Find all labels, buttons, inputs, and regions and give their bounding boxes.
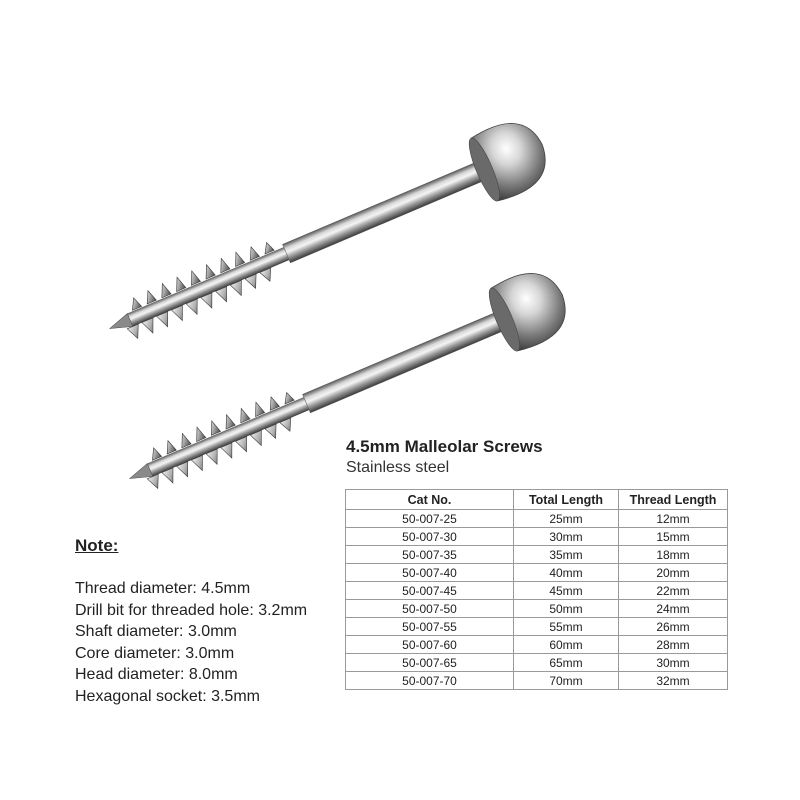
note-heading: Note:	[75, 536, 119, 555]
header-total-length: Total Length	[514, 490, 619, 510]
specifications-table	[345, 489, 728, 690]
cell-cat-no: 50-007-45	[346, 582, 514, 600]
cell-thread-length: 24mm	[619, 600, 728, 618]
cell-cat-no: 50-007-40	[346, 564, 514, 582]
table-row	[346, 672, 728, 690]
cell-total-length: 35mm	[514, 546, 619, 564]
table-row	[346, 510, 728, 528]
cell-thread-length: 32mm	[619, 672, 728, 690]
cell-total-length: 40mm	[514, 564, 619, 582]
cell-total-length: 25mm	[514, 510, 619, 528]
table-header-row	[346, 490, 728, 510]
cell-total-length: 50mm	[514, 600, 619, 618]
cell-thread-length: 15mm	[619, 528, 728, 546]
table-row	[346, 582, 728, 600]
note-item-core-diameter: Core diameter: 3.0mm	[75, 644, 235, 662]
note-list	[75, 578, 307, 707]
cell-thread-length: 28mm	[619, 636, 728, 654]
product-title: 4.5mm Malleolar Screws	[346, 437, 543, 456]
note-item-head-diameter: Head diameter: 8.0mm	[75, 666, 238, 683]
cell-cat-no: 50-007-65	[346, 654, 514, 672]
cell-total-length: 45mm	[514, 582, 619, 600]
note-item-thread-diameter: Thread diameter: 4.5mm	[75, 580, 251, 597]
cell-cat-no: 50-007-50	[346, 600, 514, 618]
table-row	[346, 528, 728, 546]
cell-cat-no: 50-007-35	[346, 546, 514, 564]
cell-cat-no: 50-007-55	[346, 618, 514, 636]
cell-thread-length: 20mm	[619, 564, 728, 582]
product-material: Stainless steel	[346, 459, 450, 476]
cell-total-length: 55mm	[514, 618, 619, 636]
cell-total-length: 30mm	[514, 528, 619, 546]
table-row	[346, 600, 728, 618]
table-row	[346, 654, 728, 672]
cell-total-length: 65mm	[514, 654, 619, 672]
cell-thread-length: 30mm	[619, 654, 728, 672]
cell-thread-length: 22mm	[619, 582, 728, 600]
table-row	[346, 618, 728, 636]
note-item-shaft-diameter: Shaft diameter: 3.0mm	[75, 623, 237, 640]
cell-total-length: 70mm	[514, 672, 619, 690]
cell-cat-no: 50-007-25	[346, 510, 514, 528]
note-item-drill-bit: Drill bit for threaded hole: 3.2mm	[75, 601, 308, 619]
cell-cat-no: 50-007-60	[346, 636, 514, 654]
header-cat-no: Cat No.	[346, 490, 514, 510]
cell-cat-no: 50-007-70	[346, 672, 514, 690]
table-row	[346, 636, 728, 654]
cell-total-length: 60mm	[514, 636, 619, 654]
header-thread-length: Thread Length	[619, 490, 728, 510]
table-row	[346, 564, 728, 582]
cell-thread-length: 18mm	[619, 546, 728, 564]
note-item-hexagonal-socket: Hexagonal socket: 3.5mm	[75, 687, 260, 705]
cell-cat-no: 50-007-30	[346, 528, 514, 546]
cell-thread-length: 26mm	[619, 618, 728, 636]
cell-thread-length: 12mm	[619, 510, 728, 528]
table-row	[346, 546, 728, 564]
